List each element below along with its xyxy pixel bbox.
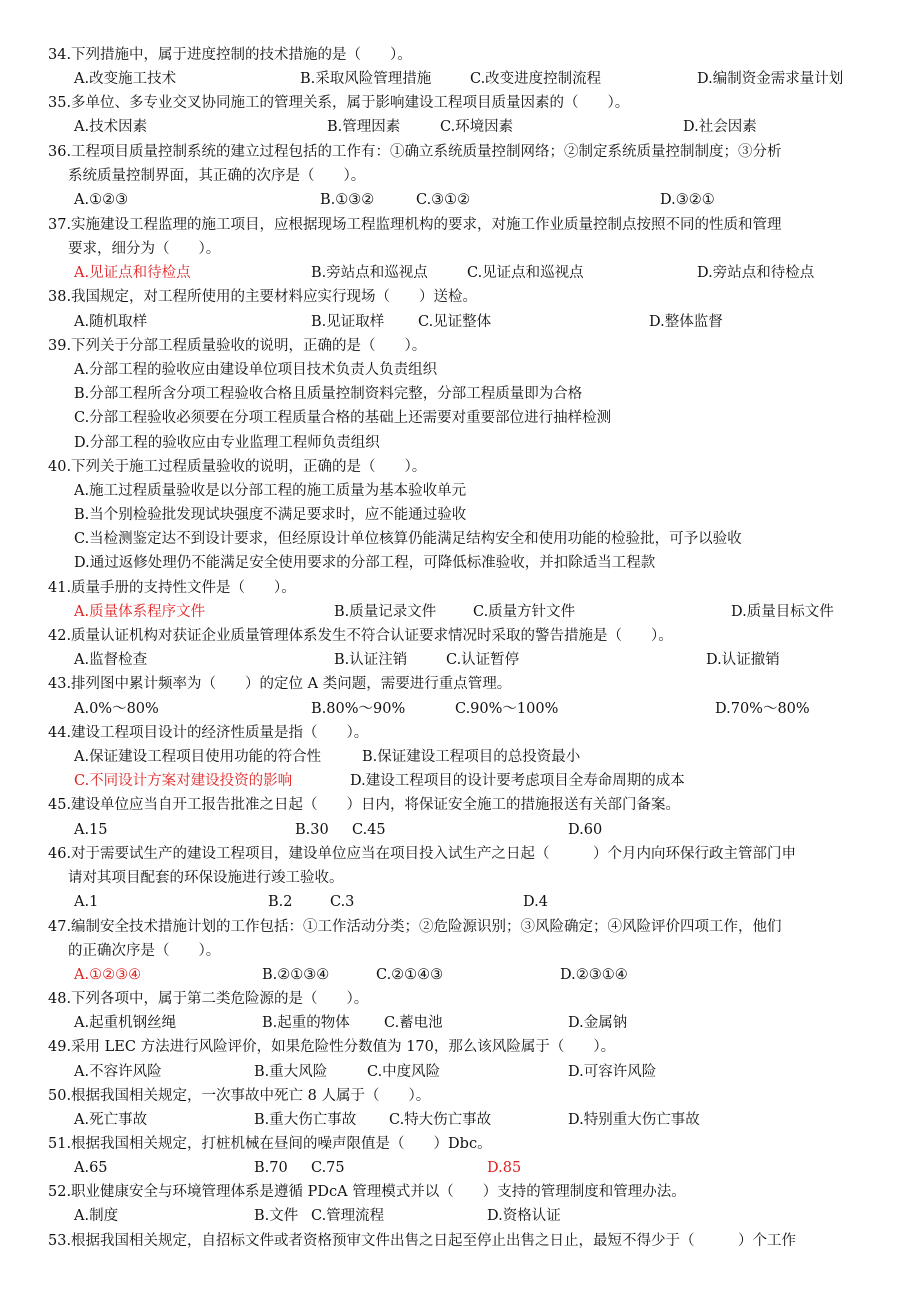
question-35-options-row (0, 116, 920, 138)
question-36-option-b: B.①③② (320, 192, 375, 208)
question-36-option-a: A.①②③ (74, 192, 129, 208)
question-39-options-row (0, 359, 920, 381)
question-43-option-b: B.80%～90% (311, 701, 406, 717)
question-46-stem-line: 46.对于需要试生产的建设工程项目，建设单位应当在项目投入试生产之日起（ ）个月内向环保行政主管部门申 (48, 846, 797, 862)
question-41-option-a: A.质量体系程序文件 (74, 604, 206, 620)
question-34-options-row (0, 68, 920, 90)
question-48-option-a: A.起重机钢丝绳 (74, 1015, 177, 1031)
question-38-stem-line: 38.我国规定，对工程所使用的主要材料应实行现场（ ）送检。 (48, 289, 478, 305)
question-40-option-b: B.当个别检验批发现试块强度不满足要求时，应不能通过验收 (74, 507, 467, 523)
question-44-options-row (0, 770, 920, 792)
question-51-option-d: D.85 (487, 1160, 522, 1176)
question-52-option-a: A.制度 (74, 1208, 119, 1224)
question-37-option-c: C.见证点和巡视点 (467, 265, 584, 281)
question-48-option-c: C.蓄电池 (384, 1015, 443, 1031)
question-44-option-a: A.保证建设工程项目使用功能的符合性 (74, 749, 322, 765)
question-42-stem-line: 42.质量认证机构对获证企业质量管理体系发生不符合认证要求情况时采取的警告措施是（ ）。 (48, 628, 673, 644)
question-50-option-d: D.特别重大伤亡事故 (568, 1112, 700, 1128)
question-48-option-b: B.起重的物体 (262, 1015, 350, 1031)
question-50-option-a: A.死亡事故 (74, 1112, 148, 1128)
question-43-options-row (0, 698, 920, 720)
question-44-options-row (0, 746, 920, 768)
question-42-option-b: B.认证注销 (334, 652, 408, 668)
question-47-stem-line: 的正确次序是（ ）。 (68, 943, 221, 959)
question-45-option-d: D.60 (568, 822, 603, 838)
question-40-options-row (0, 504, 920, 526)
question-46-option-a: A.1 (74, 894, 99, 910)
question-34-option-c: C.改变进度控制流程 (470, 71, 602, 87)
question-47-option-b: B.②①③④ (262, 967, 330, 983)
question-45-option-c: C.45 (352, 822, 386, 838)
question-53-stem-line: 53.根据我国相关规定，自招标文件或者资格预审文件出售之日起至停止出售之日止，最短不得少于（ ）个工作 (48, 1233, 797, 1249)
question-45-options-row (0, 819, 920, 841)
question-49-options-row (0, 1061, 920, 1083)
question-41-option-c: C.质量方针文件 (473, 604, 576, 620)
question-52-stem-line: 52.职业健康安全与环境管理体系是遵循 PDcA 管理模式并以（ ）支持的管理制度和管理办法。 (48, 1184, 686, 1200)
question-39-options-row (0, 407, 920, 429)
question-35-option-c: C.环境因素 (440, 119, 514, 135)
question-38-options-row (0, 311, 920, 333)
question-39-option-c: C.分部工程验收必须要在分项工程质量合格的基础上还需要对重要部位进行抽样检测 (74, 410, 612, 426)
question-46-option-d: D.4 (523, 894, 548, 910)
question-37-stem-line: 37.实施建设工程监理的施工项目，应根据现场工程监理机构的要求，对施工作业质量控制点按照不同的性质和管理 (48, 217, 782, 233)
question-38-option-d: D.整体监督 (649, 314, 723, 330)
question-36-stem-line: 36.工程项目质量控制系统的建立过程包括的工作有：①确立系统质量控制网络；②制定系统质量控制制度；③分析 (48, 144, 782, 160)
question-47-option-c: C.②①④③ (376, 967, 444, 983)
question-38-option-b: B.见证取样 (311, 314, 385, 330)
question-45-option-b: B.30 (295, 822, 329, 838)
question-40-options-row (0, 552, 920, 574)
question-51-option-b: B.70 (254, 1160, 288, 1176)
question-43-stem-line: 43.排列图中累计频率为（ ）的定位 A 类问题，需要进行重点管理。 (48, 676, 512, 692)
question-39-options-row (0, 432, 920, 454)
question-34-stem-line: 34.下列措施中，属于进度控制的技术措施的是（ ）。 (48, 47, 412, 63)
question-41-option-b: B.质量记录文件 (334, 604, 437, 620)
question-49-option-b: B.重大风险 (254, 1064, 328, 1080)
question-44-option-b: B.保证建设工程项目的总投资最小 (362, 749, 581, 765)
question-40-options-row (0, 480, 920, 502)
question-36-options-row (0, 189, 920, 211)
question-34-option-b: B.采取风险管理措施 (300, 71, 432, 87)
question-43-option-c: C.90%～100% (455, 701, 559, 717)
question-40-option-d: D.通过返修处理仍不能满足安全使用要求的分部工程，可降低标准验收，并扣除适当工程款 (74, 555, 656, 571)
question-34-option-d: D.编制资金需求量计划 (697, 71, 844, 87)
question-37-option-a: A.见证点和待检点 (74, 265, 191, 281)
question-36-option-d: D.③②① (660, 192, 715, 208)
question-46-option-c: C.3 (330, 894, 355, 910)
question-40-option-c: C.当检测鉴定达不到设计要求，但经原设计单位核算仍能满足结构安全和使用功能的检验批，可予以验收 (74, 531, 742, 547)
question-35-stem-line: 35.多单位、多专业交叉协同施工的管理关系，属于影响建设工程项目质量因素的（ ）。 (48, 95, 630, 111)
question-46-option-b: B.2 (268, 894, 293, 910)
question-50-option-b: B.重大伤亡事故 (254, 1112, 357, 1128)
question-51-options-row (0, 1157, 920, 1179)
question-49-option-a: A.不容许风险 (74, 1064, 162, 1080)
question-35-option-b: B.管理因素 (327, 119, 401, 135)
question-44-stem-line: 44.建设工程项目设计的经济性质量是指（ ）。 (48, 725, 369, 741)
question-37-option-b: B.旁站点和巡视点 (311, 265, 428, 281)
question-38-option-a: A.随机取样 (74, 314, 148, 330)
question-47-options-row (0, 964, 920, 986)
question-52-options-row (0, 1205, 920, 1227)
question-37-options-row (0, 262, 920, 284)
question-48-options-row (0, 1012, 920, 1034)
question-41-option-d: D.质量目标文件 (731, 604, 834, 620)
question-42-options-row (0, 649, 920, 671)
question-46-options-row (0, 891, 920, 913)
question-42-option-d: D.认证撤销 (706, 652, 780, 668)
question-44-option-c: C.不同设计方案对建设投资的影响 (74, 773, 293, 789)
question-44-option-d: D.建设工程项目的设计要考虑项目全寿命周期的成本 (350, 773, 685, 789)
question-34-option-a: A.改变施工技术 (74, 71, 177, 87)
question-40-option-a: A.施工过程质量验收是以分部工程的施工质量为基本验收单元 (74, 483, 467, 499)
question-47-option-a: A.①②③④ (74, 967, 142, 983)
question-40-stem-line: 40.下列关于施工过程质量验收的说明，正确的是（ ）。 (48, 459, 427, 475)
question-45-stem-line: 45.建设单位应当自开工报告批准之日起（ ）日内，将保证安全施工的措施报送有关部门备案。 (48, 797, 681, 813)
question-39-option-d: D.分部工程的验收应由专业监理工程师负责组织 (74, 435, 380, 451)
question-42-option-a: A.监督检查 (74, 652, 148, 668)
question-37-stem-line: 要求，细分为（ ）。 (68, 241, 221, 257)
question-36-option-c: C.③①② (416, 192, 471, 208)
question-48-option-d: D.金属钠 (568, 1015, 628, 1031)
question-39-options-row (0, 383, 920, 405)
question-49-option-c: C.中度风险 (367, 1064, 441, 1080)
question-39-stem-line: 39.下列关于分部工程质量验收的说明，正确的是（ ）。 (48, 338, 427, 354)
question-45-option-a: A.15 (74, 822, 108, 838)
question-43-option-a: A.0%～80% (74, 701, 159, 717)
question-42-option-c: C.认证暂停 (446, 652, 520, 668)
question-43-option-d: D.70%～80% (715, 701, 810, 717)
question-39-option-b: B.分部工程所含分项工程验收合格且质量控制资料完整，分部工程质量即为合格 (74, 386, 583, 402)
question-46-stem-line: 请对其项目配套的环保设施进行竣工验收。 (68, 870, 344, 886)
question-49-option-d: D.可容许风险 (568, 1064, 657, 1080)
question-52-option-c: C.管理流程 (311, 1208, 385, 1224)
question-47-stem-line: 47.编制安全技术措施计划的工作包括：①工作活动分类；②危险源识别；③风险确定；④风险评价四项工作，他们 (48, 919, 782, 935)
question-39-option-a: A.分部工程的验收应由建设单位项目技术负责人负责组织 (74, 362, 438, 378)
question-50-options-row (0, 1109, 920, 1131)
question-36-stem-line: 系统质量控制界面，其正确的次序是（ ）。 (68, 168, 366, 184)
question-47-option-d: D.②③①④ (560, 967, 628, 983)
question-50-option-c: C.特大伤亡事故 (389, 1112, 492, 1128)
question-51-option-a: A.65 (74, 1160, 108, 1176)
question-38-option-c: C.见证整体 (418, 314, 492, 330)
question-40-options-row (0, 528, 920, 550)
question-52-option-b: B.文件 (254, 1208, 299, 1224)
question-50-stem-line: 50.根据我国相关规定，一次事故中死亡 8 人属于（ ）。 (48, 1088, 431, 1104)
question-49-stem-line: 49.采用 LEC 方法进行风险评价，如果危险性分数值为 170，那么该风险属于（ ）。 (48, 1039, 616, 1055)
question-41-stem-line: 41.质量手册的支持性文件是（ ）。 (48, 580, 296, 596)
question-48-stem-line: 48.下列各项中，属于第二类危险源的是（ ）。 (48, 991, 369, 1007)
question-51-stem-line: 51.根据我国相关规定，打桩机械在昼间的噪声限值是（ ）Dbc。 (48, 1136, 492, 1152)
question-41-options-row (0, 601, 920, 623)
question-51-option-c: C.75 (311, 1160, 345, 1176)
question-52-option-d: D.资格认证 (487, 1208, 561, 1224)
question-37-option-d: D.旁站点和待检点 (697, 265, 815, 281)
question-35-option-a: A.技术因素 (74, 119, 148, 135)
question-35-option-d: D.社会因素 (683, 119, 757, 135)
